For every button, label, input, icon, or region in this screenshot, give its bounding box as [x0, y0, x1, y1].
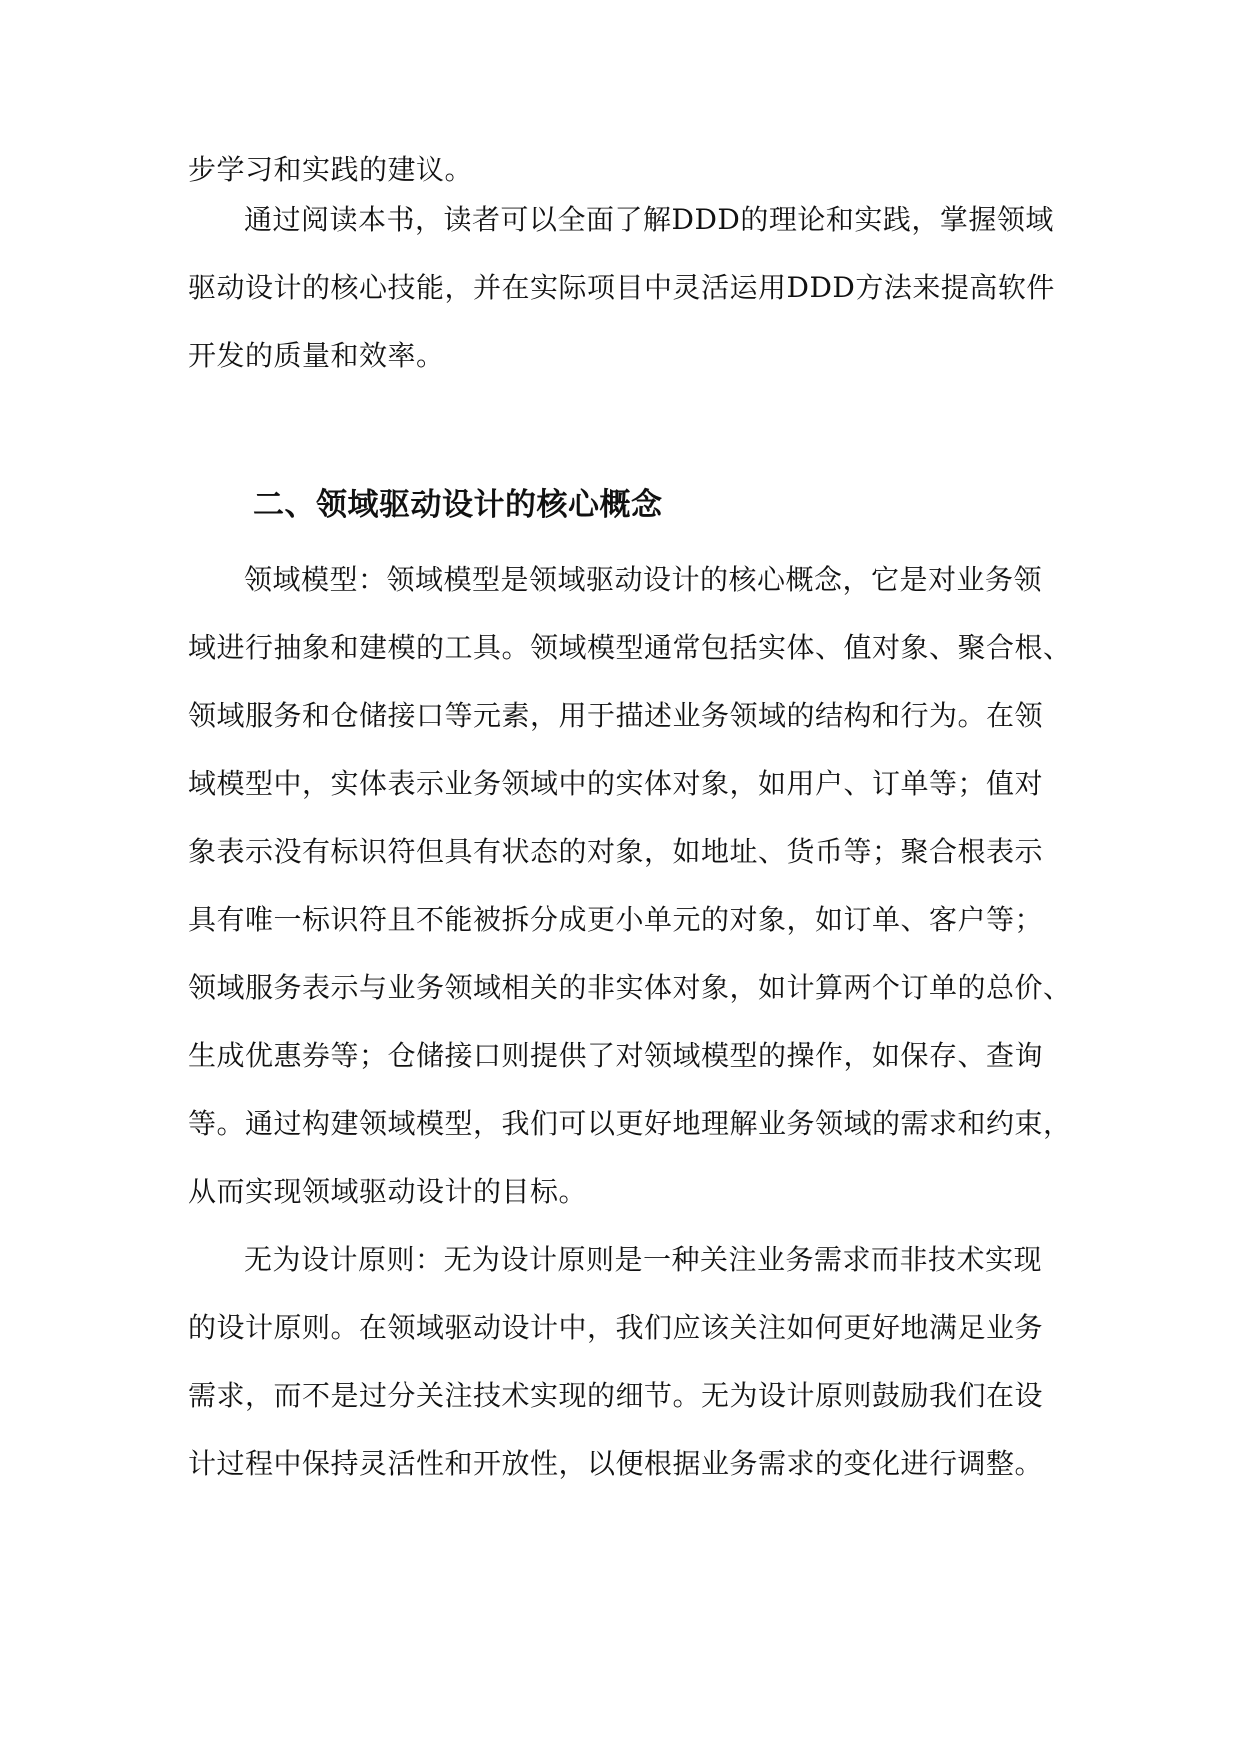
intro-line-1: 步学习和实践的建议。	[188, 153, 474, 186]
para1-line-2: 域进行抽象和建模的工具。领域模型通常包括实体、值对象、聚合根、	[188, 631, 1072, 664]
para2-line-1: 无为设计原则：无为设计原则是一种关注业务需求而非技术实现	[244, 1243, 1043, 1276]
para2-line-3: 需求，而不是过分关注技术实现的细节。无为设计原则鼓励我们在设	[188, 1379, 1044, 1412]
para1-line-6: 具有唯一标识符且不能被拆分成更小单元的对象，如订单、客户等；	[188, 903, 1044, 936]
para2-line-4: 计过程中保持灵活性和开放性，以便根据业务需求的变化进行调整。	[188, 1447, 1044, 1480]
para1-line-3: 领域服务和仓储接口等元素，用于描述业务领域的结构和行为。在领	[188, 699, 1044, 732]
section-heading: 二、领域驱动设计的核心概念	[253, 487, 663, 523]
intro-line-2: 通过阅读本书，读者可以全面了解DDD的理论和实践，掌握领域	[244, 203, 1054, 236]
para1-line-5: 象表示没有标识符但具有状态的对象，如地址、货币等；聚合根表示	[188, 835, 1044, 868]
para1-line-9: 等。通过构建领域模型，我们可以更好地理解业务领域的需求和约束，	[188, 1107, 1072, 1140]
intro-line-3: 驱动设计的核心技能，并在实际项目中灵活运用DDD方法来提高软件	[188, 271, 1055, 304]
para1-line-4: 域模型中，实体表示业务领域中的实体对象，如用户、订单等；值对	[188, 767, 1044, 800]
para1-line-10: 从而实现领域驱动设计的目标。	[188, 1175, 588, 1208]
para2-line-2: 的设计原则。在领域驱动设计中，我们应该关注如何更好地满足业务	[188, 1311, 1044, 1344]
para1-line-1: 领域模型：领域模型是领域驱动设计的核心概念，它是对业务领	[244, 563, 1043, 596]
intro-line-4: 开发的质量和效率。	[188, 339, 445, 372]
para1-line-7: 领域服务表示与业务领域相关的非实体对象，如计算两个订单的总价、	[188, 971, 1072, 1004]
para1-line-8: 生成优惠券等；仓储接口则提供了对领域模型的操作，如保存、查询	[188, 1039, 1044, 1072]
